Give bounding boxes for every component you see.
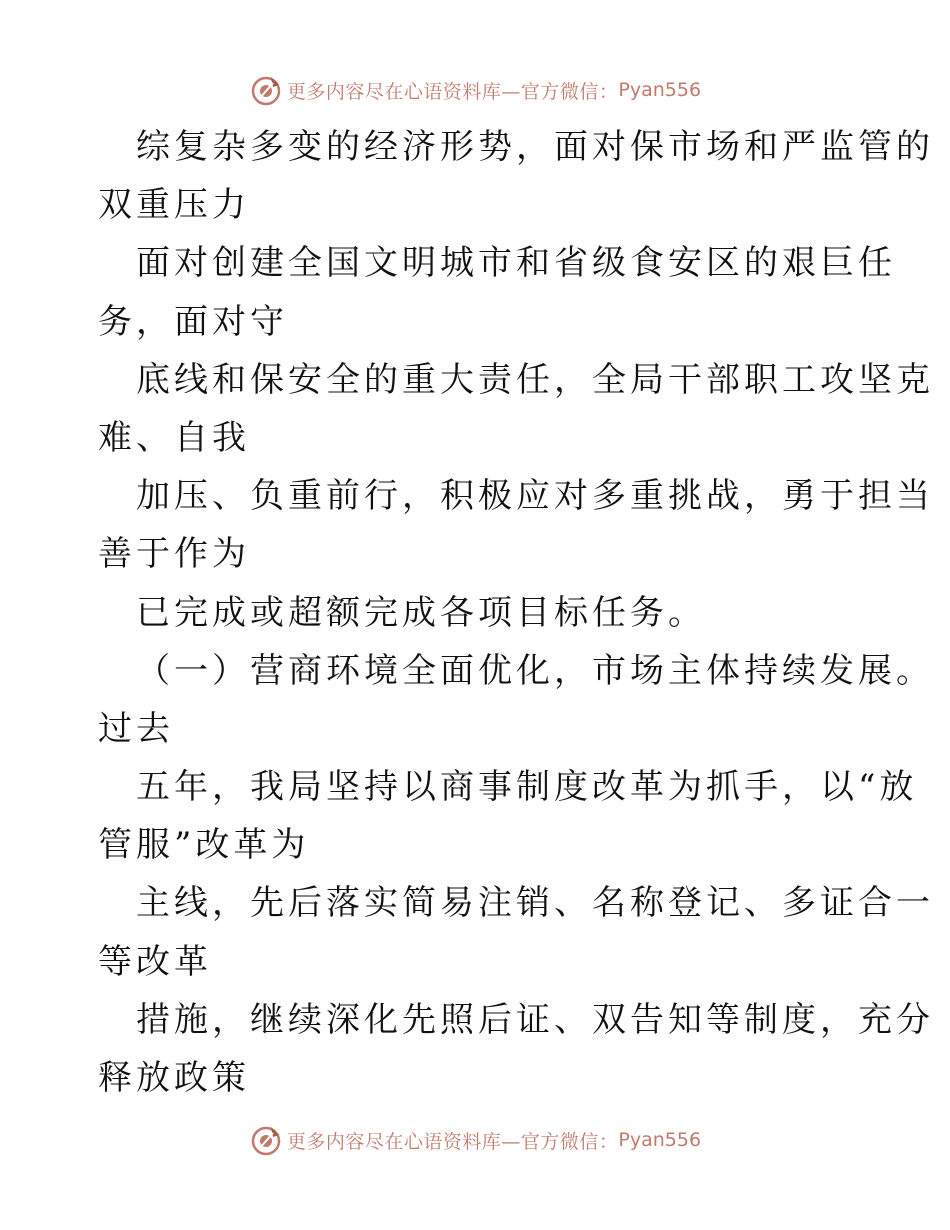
watermark-handle: Pyan556 bbox=[618, 79, 702, 101]
text-line: 措施，继续深化先照后证、双告知等制度，充分 bbox=[136, 999, 934, 1040]
text-line: 难、自我 bbox=[98, 417, 250, 458]
footer-watermark bbox=[0, 1120, 950, 1160]
text-line: 释放政策 bbox=[98, 1058, 250, 1098]
watermark-text: 更多内容尽在心语资料库—官方微信： bbox=[286, 80, 619, 103]
watermark-handle: Pyan556 bbox=[618, 1129, 702, 1151]
header-watermark bbox=[0, 70, 950, 110]
text-line: 底线和保安全的重大责任，全局干部职工攻坚克 bbox=[136, 359, 934, 400]
watermark-text: 更多内容尽在心语资料库—官方微信： bbox=[286, 1130, 619, 1153]
text-line: 五年，我局坚持以商事制度改革为抓手，以“放 bbox=[136, 767, 918, 808]
text-line: 等改革 bbox=[98, 941, 212, 982]
text-line: 过去 bbox=[98, 708, 174, 749]
text-line: 面对创建全国文明城市和省级食安区的艰巨任 bbox=[136, 243, 896, 284]
text-line: 善于作为 bbox=[98, 534, 250, 575]
text-line: 双重压力 bbox=[98, 185, 250, 226]
document-body bbox=[98, 118, 934, 1107]
text-line: 主线，先后落实简易注销、名称登记、多证合一 bbox=[136, 883, 934, 924]
text-line: 务，面对守 bbox=[98, 301, 288, 342]
text-line: 管服”改革为 bbox=[98, 825, 310, 866]
logo-icon bbox=[249, 73, 283, 107]
text-line: 综复杂多变的经济形势，面对保市场和严监管的 bbox=[136, 127, 934, 167]
text-line: 已完成或超额完成各项目标任务。 bbox=[136, 592, 706, 633]
text-line: 加压、负重前行，积极应对多重挑战，勇于担当 bbox=[136, 476, 934, 517]
logo-icon bbox=[249, 1123, 283, 1157]
text-line: （一）营商环境全面优化，市场主体持续发展。 bbox=[136, 650, 934, 691]
